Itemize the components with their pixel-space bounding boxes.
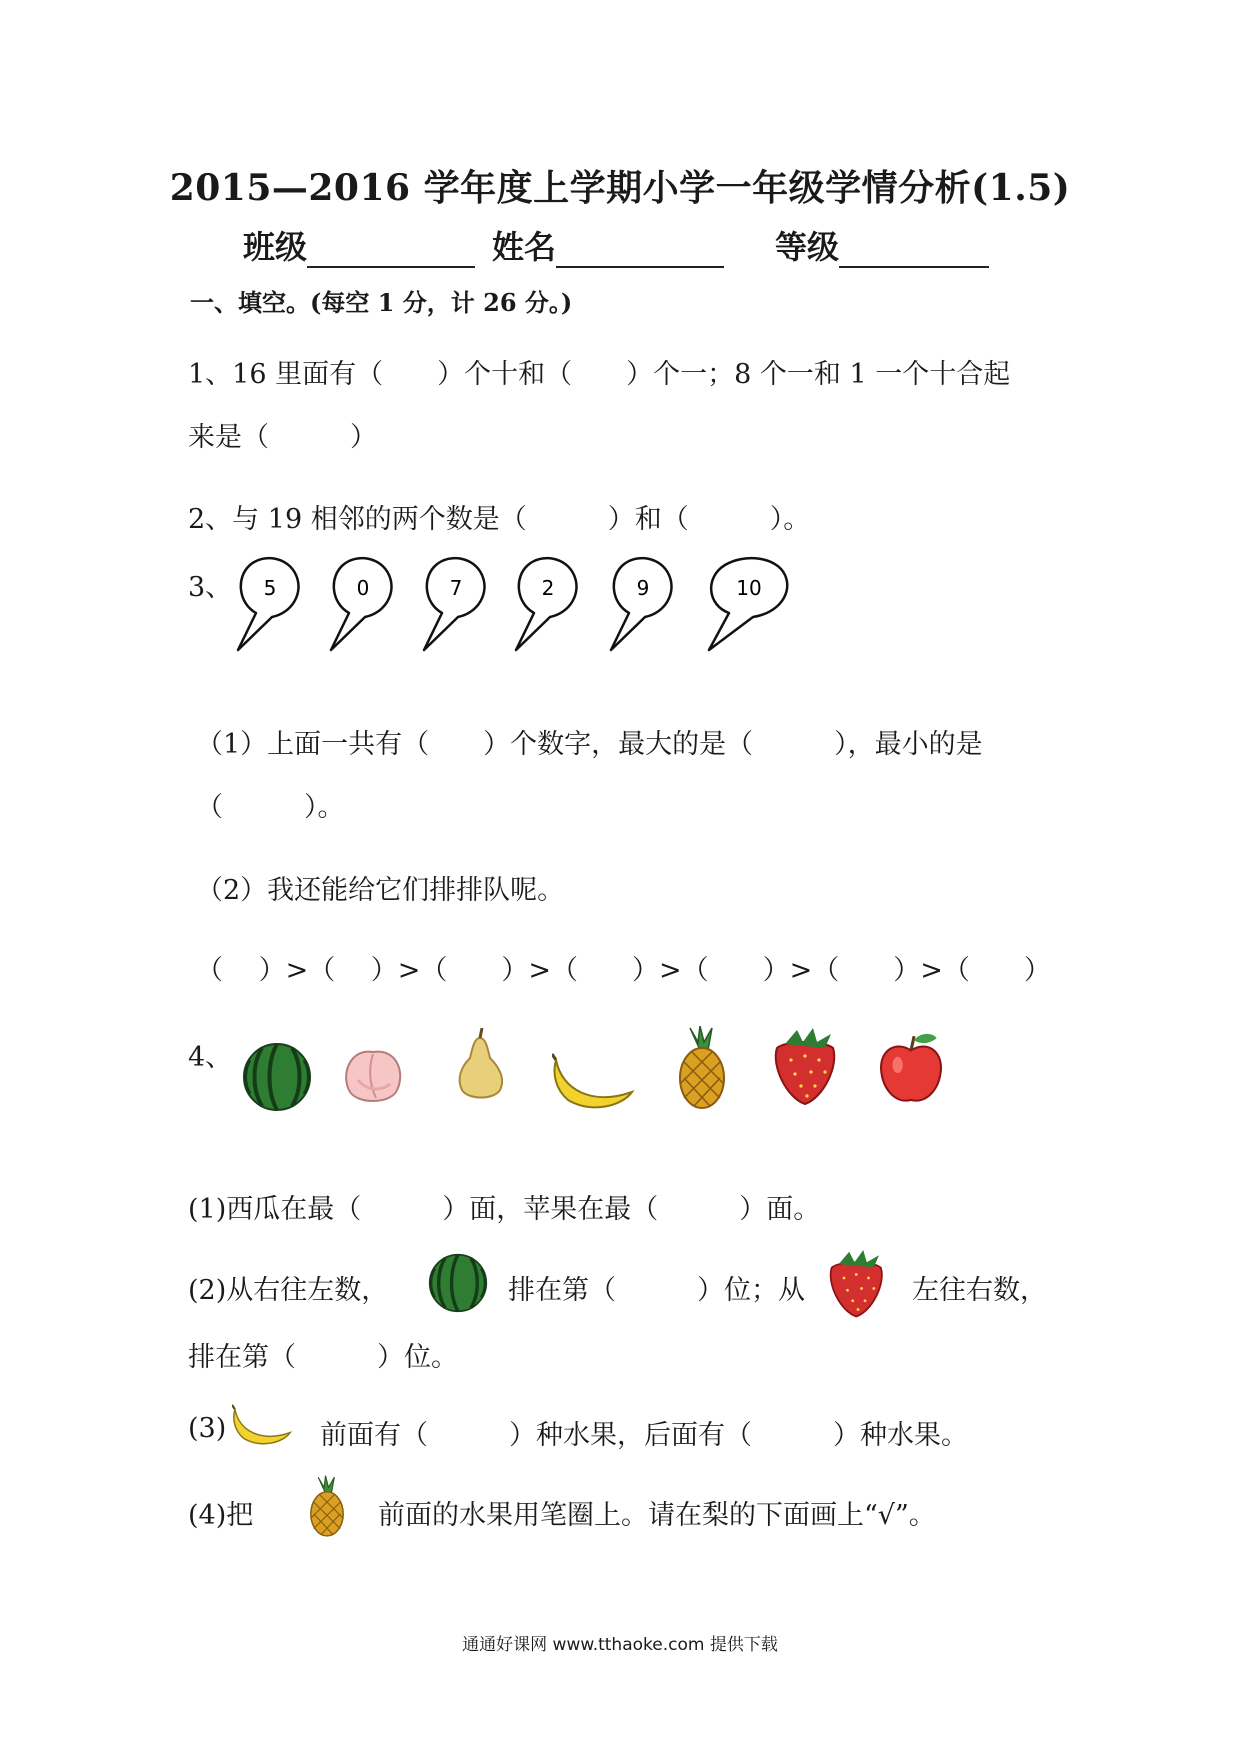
question-4-sub-4-part-a: (4)把 [188,1500,254,1531]
question-1-line-1: 1、16 里面有（ ）个十和（ ）个一；8 个一和 1 一个十合起 [188,359,1011,390]
class-field[interactable] [243,222,475,268]
bubble-number: 9 [636,576,650,600]
question-3-sub-1-line-1: （1）上面一共有（ ）个数字，最大的是（ ），最小的是 [196,729,983,760]
question-4-sub-3-part-b: 前面有（ ）种水果，后面有（ ）种水果。 [320,1420,968,1451]
bubble-number: 0 [356,576,370,600]
question-4-sub-2-part-b: 排在第（ ）位；从 [508,1275,805,1306]
pineapple-icon [302,1474,352,1546]
class-blank[interactable] [307,236,475,268]
question-4-label: 4、 [188,1042,233,1073]
name-label: 姓名 [492,228,557,266]
name-blank[interactable] [556,236,724,268]
question-4-sub-2-part-a: (2)从右往左数， [188,1275,389,1306]
question-4-sub-4-part-b: 前面的水果用笔圈上。请在梨的下面画上“√”。 [378,1500,936,1531]
peach-icon [338,1040,408,1114]
question-3-sub-2: （2）我还能给它们排排队呢。 [196,875,565,906]
bubble-number: 10 [736,576,762,600]
number-bubble [325,555,405,655]
question-4-sub-3-part-a: (3) [188,1413,227,1444]
grade-field[interactable] [775,222,989,268]
number-bubble [605,555,685,655]
footer-text: 通通好课网 www.tthaoke.com 提供下载 [462,1635,778,1655]
watermelon-icon [242,1042,312,1116]
question-4-sub-1: (1)西瓜在最（ ）面，苹果在最（ ）面。 [188,1194,821,1225]
banana-icon [552,1050,640,1120]
grade-blank[interactable] [839,236,989,268]
strawberry-icon [767,1026,847,1114]
pineapple-icon [668,1026,736,1118]
bubble-number: 7 [449,576,463,600]
name-field[interactable] [492,222,724,268]
number-bubble [418,555,498,655]
bubble-number: 2 [541,576,555,600]
question-1-line-2: 来是（ ） [188,422,377,453]
strawberry-icon [823,1248,893,1326]
question-4-sub-2-line-2: 排在第（ ）位。 [188,1342,458,1373]
class-label: 班级 [243,228,308,266]
grade-label: 等级 [775,228,840,266]
ordering-row: （ ）>（ ）>（ ）>（ ）>（ ）>（ ）>（ ） [196,955,1051,986]
pear-icon [448,1028,514,1114]
apple-icon [875,1030,947,1110]
question-4-sub-2-part-c: 左往右数， [912,1275,1047,1306]
page-title: 2015—2016 学年度上学期小学一年级学情分析(1.5) [169,167,1071,209]
bubble-number: 5 [263,576,277,600]
question-3-label: 3、 [188,572,233,603]
watermelon-icon [428,1253,488,1317]
number-bubble [510,555,590,655]
section-heading: 一、填空。(每空 1 分，计 26 分。) [190,288,573,317]
number-bubble [703,555,803,655]
question-3-sub-1-line-2: （ ）。 [196,792,345,823]
number-bubble [232,555,312,655]
question-2: 2、与 19 相邻的两个数是（ ）和（ ）。 [188,504,811,535]
banana-icon [232,1402,296,1454]
